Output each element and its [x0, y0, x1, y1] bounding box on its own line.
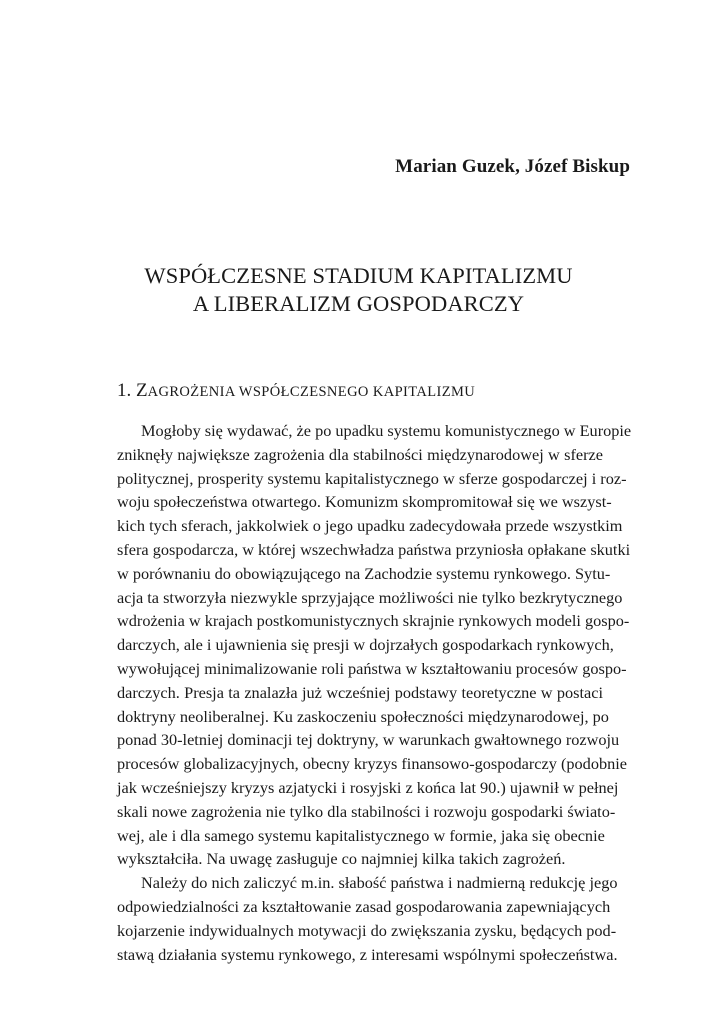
paragraph-1 [117, 419, 632, 871]
section-number: 1. [117, 380, 132, 401]
authors: Marian Guzek, Józef Biskup [395, 156, 630, 177]
text-line: sfera gospodarcza, w której wszechwładza państwa przyniosła opłakane skutki [117, 539, 631, 559]
body-text [117, 419, 632, 966]
text-line: jak wcześniejszy kryzys azjatycki i rosyjski z końca lat 90.) ujawnił w pełnej [117, 777, 619, 797]
text-line: wej, ale i dla samego systemu kapitalistycznego w formie, jaka się obecnie [117, 825, 605, 845]
text-line: skali nowe zagrożenia nie tylko dla stabilności i rozwoju gospodarki świato- [117, 801, 616, 821]
text-line: Należy do nich zaliczyć m.in. słabość państwa i nadmierną redukcję jego [141, 873, 618, 893]
section-title-rest: AGROŻENIA WSPÓŁCZESNEGO KAPITALIZMU [147, 384, 476, 400]
section-heading [117, 380, 475, 402]
text-line: Mogłoby się wydawać, że po upadku systemu komunistycznego w Europie [141, 421, 632, 440]
text-line: woju społeczeństwa otwartego. Komunizm skompromitował się we wszyst- [117, 492, 612, 512]
paragraph-2 [117, 871, 618, 966]
article-title-line-2: A LIBERALIZM GOSPODARCZY [192, 291, 525, 316]
text-line: odpowiedzialności za kształtowanie zasad gospodarowania zapewniających [117, 896, 611, 916]
text-line: kich tych sferach, jakkolwiek o jego upadku zadecydowała przede wszystkim [117, 516, 623, 536]
text-line: wdrożenia w krajach postkomunistycznych skrajnie rynkowych modeli gospo- [117, 611, 630, 631]
text-line: w porównaniu do obowiązującego na Zachodzie systemu rynkowego. Sytu- [117, 563, 611, 583]
text-line: darczych. Presja ta znalazła już wcześniej podstawy teoretyczne w postaci [117, 682, 603, 702]
text-line: wykształciła. Na uwagę zasługuje co najmniej kilka takich zagrożeń. [117, 849, 566, 869]
text-line: stawą działania systemu rynkowego, z interesami wspólnymi społeczeństwa. [117, 944, 618, 964]
text-line: procesów globalizacyjnych, obecny kryzys finansowo-gospodarczy (podobnie [117, 754, 627, 774]
text-line: ponad 30-letniej dominacji tej doktryny, w warunkach gwałtownego rozwoju [117, 730, 620, 750]
text-line: kojarzenie indywidualnych motywacji do zwiększania zysku, będących pod- [117, 920, 617, 940]
text-line: wywołującej minimalizowanie roli państwa w kształtowaniu procesów gospo- [117, 658, 627, 678]
text-line: doktryny neoliberalnej. Ku zaskoczeniu społeczności międzynarodowej, po [117, 706, 609, 726]
text-line: zniknęły największe zagrożenia dla stabilności międzynarodowej w sferze [117, 444, 603, 464]
article-title [0, 262, 717, 318]
text-line: darczych, ale i ujawnienia się presji w dojrzałych gospodarkach rynkowych, [117, 635, 614, 655]
article-title-line-1: WSPÓŁCZESNE STADIUM KAPITALIZMU [144, 263, 573, 288]
text-line: politycznej, prosperity systemu kapitalistycznego w sferze gospodarczej i roz- [117, 468, 627, 488]
text-line: acja ta stworzyła niezwykle sprzyjające możliwości nie tylko bezkrytycznego [117, 587, 623, 607]
section-title-initial: Z [136, 380, 148, 401]
